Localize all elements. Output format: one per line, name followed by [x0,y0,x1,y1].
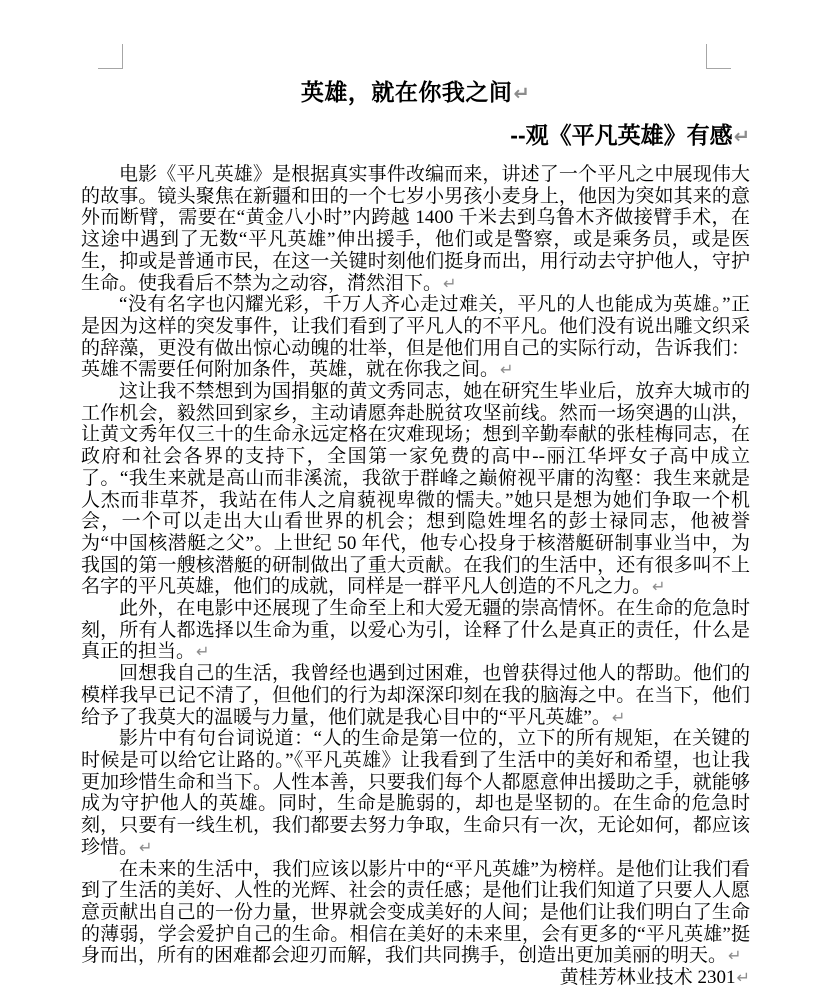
paragraph-text: 此外，在电影中还展现了生命至上和大爱无疆的崇高情怀。在生命的危急时刻，所有人都选择以生命为重，以爱心为引，诠释了什么是真正的责任，什么是真正的担当。 [81,598,750,663]
paragraph-mark-icon: ↵ [733,125,750,148]
paragraph-mark-icon: ↵ [513,82,531,105]
paragraph-mark-icon: ↵ [728,946,742,966]
paragraph-mark-icon: ↵ [652,577,666,597]
margin-crop-mark-top-right-icon [706,44,731,69]
paragraph-mark-icon: ↵ [611,707,626,727]
subtitle-text: --观《平凡英雄》有感 [510,122,733,148]
paragraph-text: 在未来的生活中，我们应该以影片中的“平凡英雄”为榜样。是他们让我们看到了生活的美好、人性的光辉、社会的责任感；是他们让我们知道了只要人人愿意贡献出自己的一份力量，世界就会变成美好的人间；是他们让我们明白了生命的薄弱，学会爱护自己的生命。相信在美好的未来里，会有更多的“平凡英雄”挺身而出，所有的困难都会迎刃而解，我们共同携手，创造出更加美丽的明天。 [81,858,750,967]
paragraph-3 [81,381,750,598]
paragraph-6 [81,728,750,858]
paragraph-text: 影片中有句台词说道：“人的生命是第一位的，立下的所有规矩，在关键的时候是可以给它让路的。”《平凡英雄》让我看到了生活中的美好和希望，也让我更加珍惜生命和当下。人性本善，只要我们每个人都愿意伸出援助之手，就能够成为守护他人的英雄。同时，生命是脆弱的，却也是坚韧的。在生命的危急时刻，只要有一线生机，我们都要去努力争取，生命只有一次，无论如何，都应该珍惜。 [81,728,750,858]
paragraph-1 [81,164,750,294]
document-body [81,164,750,989]
paragraph-2 [81,294,750,381]
title-text: 英雄，就在你我之间 [300,79,513,105]
paragraph-mark-icon: ↵ [139,837,153,857]
paragraph-text: 回想我自己的生活，我曾经也遇到过困难，也曾获得过他人的帮助。他们的模样我早已记不清了，但他们的行为却深深印刻在我的脑海之中。在当下，他们给予了我莫大的温暖与力量，他们就是我心目中的“平凡英雄”。 [81,663,750,728]
paragraph-mark-icon: ↵ [443,273,457,293]
paragraph-mark-icon: ↵ [500,360,514,380]
signature-text: 黄桂芳林业技术 2301 [559,967,736,989]
paragraph-4 [81,598,750,663]
paragraph-text: 这让我不禁想到为国捐躯的黄文秀同志，她在研究生毕业后，放弃大城市的工作机会，毅然回到家乡，主动请愿奔赴脱贫攻坚前线。然而一场突遇的山洪，让黄文秀年仅三十的生命永远定格在灾难现场；想到辛勤奉献的张桂梅同志，在政府和社会各界的支持下，全国第一家免费的高中--丽江华坪女子高中成立了。“我生来就是高山而非溪流，我欲于群峰之巅俯视平庸的沟壑：我生来就是人杰而非草芥，我站在伟人之肩藐视卑微的懦夫。”她只是想为她们争取一个机会，一个可以走出大山看世界的机会；想到隐姓埋名的彭士禄同志，他被誉为“中国核潜艇之父”。上世纪 50 年代，他专心投身于核潜艇研制事业当中，为我国的第一艘核潜艇的研制做出了重大贡献。在我们的生活中，还有很多叫不上名字的平凡英雄，他们的成就，同样是一群平凡人创造的不凡之力。 [81,381,750,598]
margin-crop-mark-top-left-icon [98,44,123,69]
paragraph-7 [81,859,750,968]
paragraph-mark-icon: ↵ [196,642,210,662]
paragraph-text: “没有名字也闪耀光彩，千万人齐心走过难关，平凡的人也能成为英雄。”正是因为这样的突发事件，让我们看到了平凡人的不平凡。他们没有说出雕文织采的辞藻，更没有做出惊心动魄的壮举，但是他们用自己的实际行动，告诉我们：英雄不需要任何附加条件，英雄，就在你我之间。 [81,294,750,381]
document-title [81,77,750,109]
signature-line [81,967,750,989]
paragraph-mark-icon: ↵ [736,968,750,988]
paragraph-5 [81,663,750,728]
document-subtitle [81,120,750,152]
paragraph-text: 电影《平凡英雄》是根据真实事件改编而来，讲述了一个平凡之中展现伟大的故事。镜头聚焦在新疆和田的一个七岁小男孩小麦身上，他因为突如其来的意外而断臂，需要在“黄金八小时”内跨越 1400 千米去到乌鲁木齐做接臂手术，在这途中遇到了无数“平凡英雄”伸出援手，他们或是警察，或是乘务员，或是医生，抑或是普通市民，在这一关键时刻他们挺身而出，用行动去守护他人，守护生命。使我看后不禁为之动容，潸然泪下。 [81,164,750,294]
